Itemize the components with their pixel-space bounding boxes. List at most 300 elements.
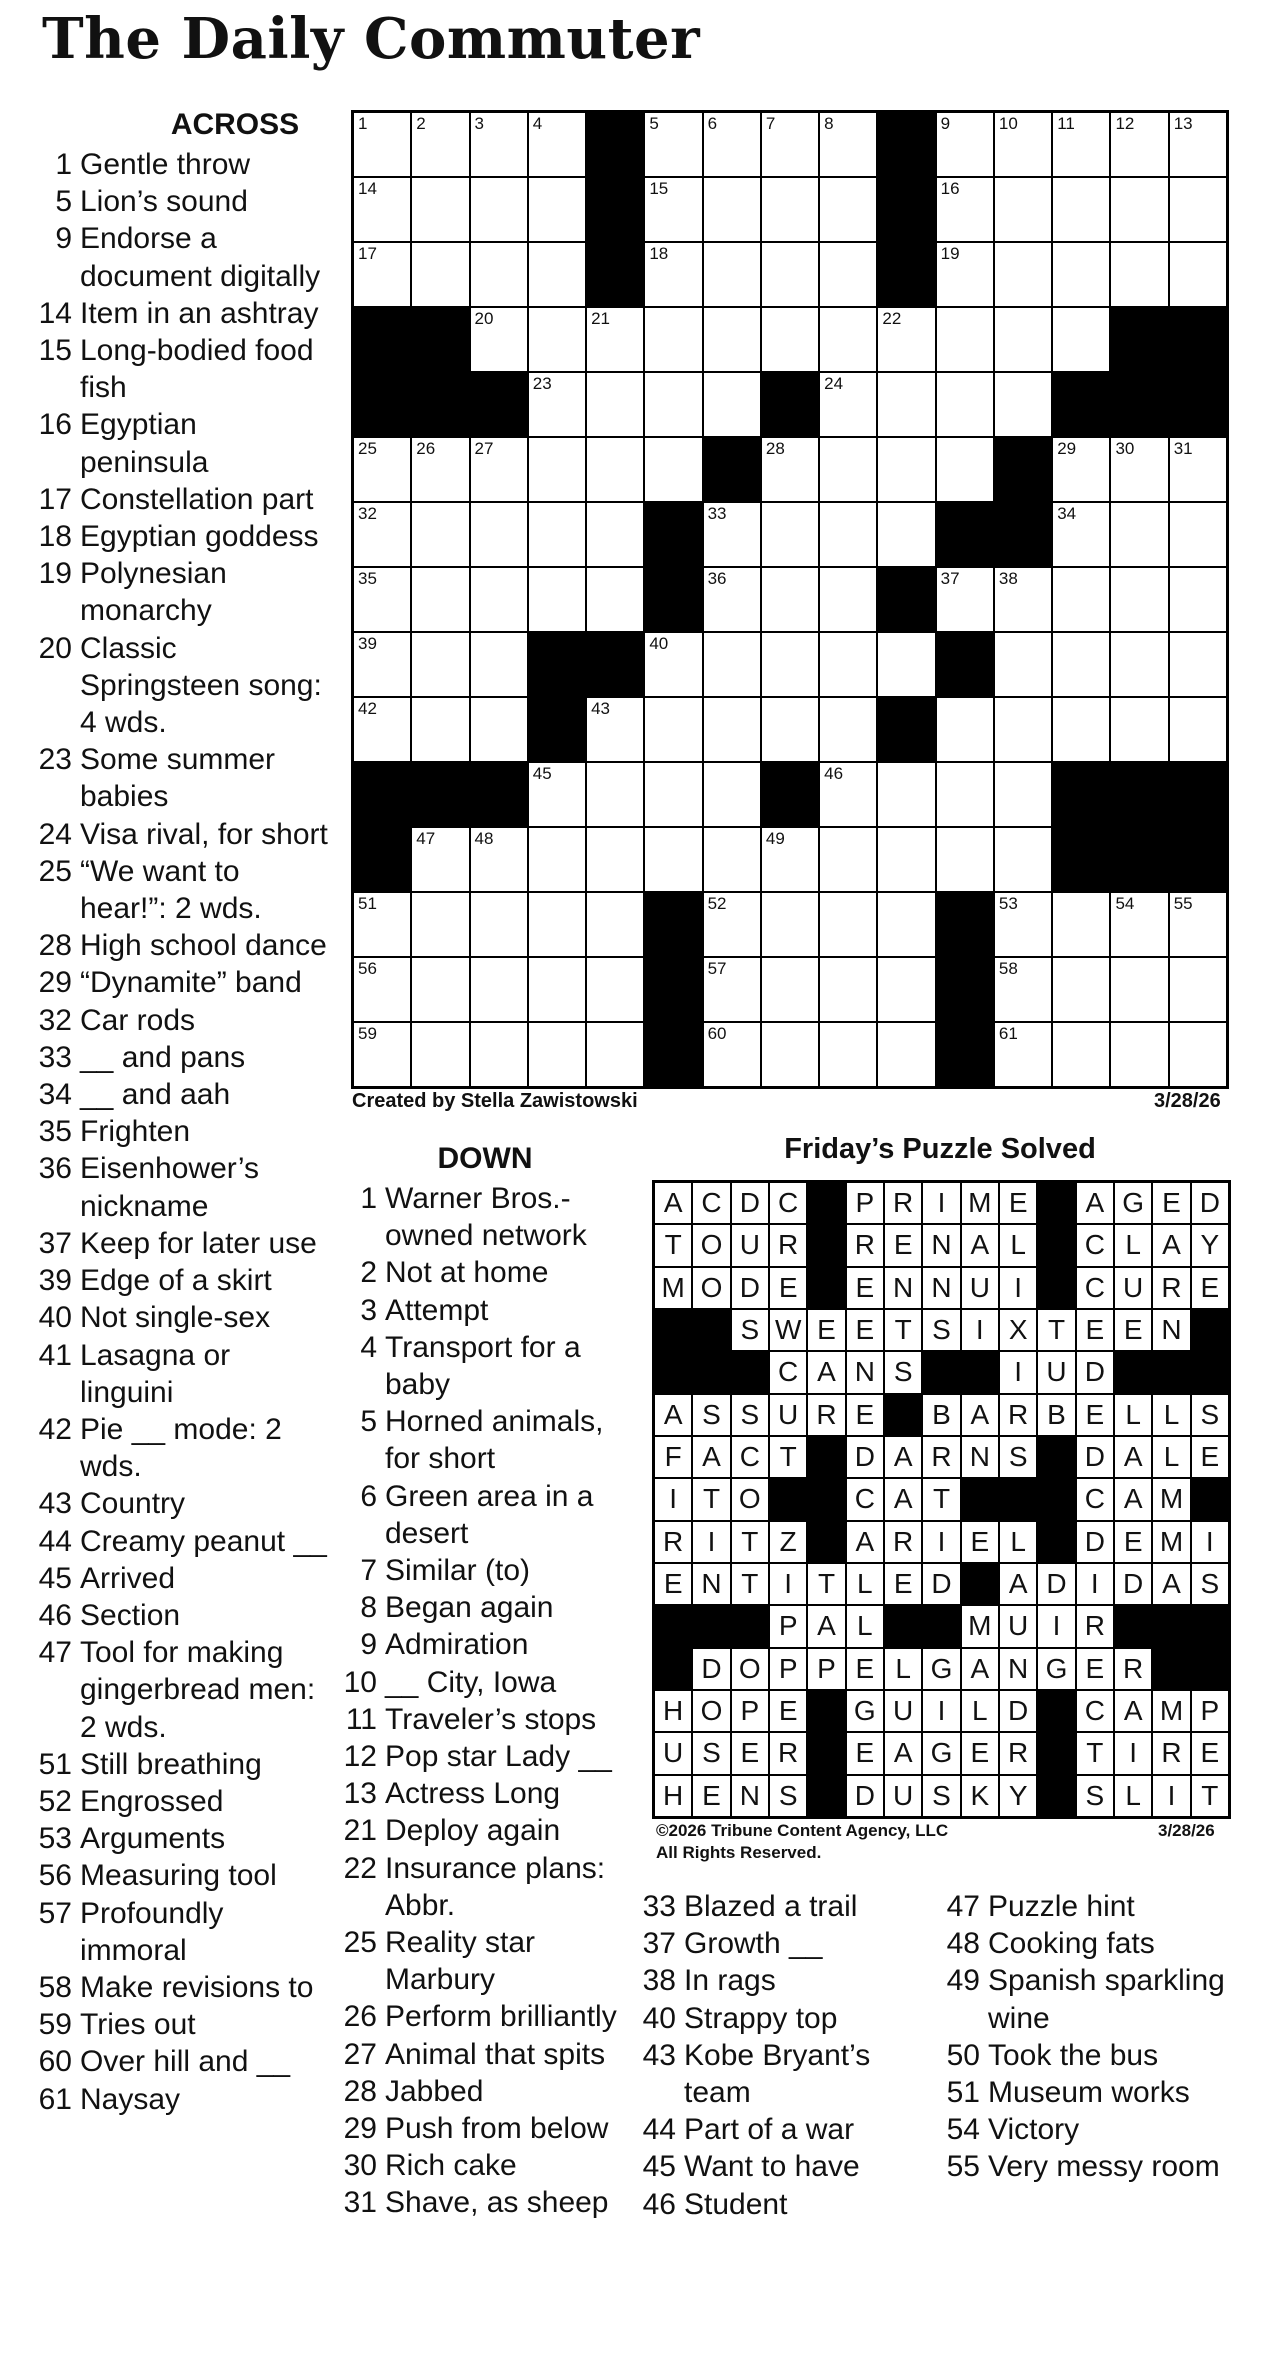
grid-cell[interactable] (1111, 243, 1167, 306)
clue-item[interactable] (944, 1962, 1244, 2036)
grid-cell[interactable] (937, 438, 993, 501)
grid-cell[interactable] (354, 698, 410, 761)
grid-cell[interactable] (704, 958, 760, 1021)
grid-cell[interactable] (820, 828, 876, 891)
grid-cell[interactable] (878, 828, 934, 891)
clue-item[interactable] (335, 2073, 635, 2110)
grid-cell[interactable] (762, 438, 818, 501)
clue-item[interactable] (30, 1969, 330, 2006)
grid-cell[interactable] (1053, 568, 1109, 631)
clue-item[interactable] (30, 2006, 330, 2043)
grid-cell[interactable] (1053, 243, 1109, 306)
clue-item[interactable] (30, 518, 330, 555)
clue-number: 55 (946, 2150, 980, 2184)
grid-cell[interactable] (1111, 438, 1167, 501)
grid-cell[interactable] (704, 178, 760, 241)
block-cell (645, 503, 701, 566)
grid-cell[interactable] (412, 568, 468, 631)
grid-cell[interactable] (820, 308, 876, 371)
grid-cell[interactable] (820, 373, 876, 436)
grid-cell[interactable] (704, 698, 760, 761)
solution-cell (1000, 1733, 1036, 1773)
grid-cell[interactable] (1053, 503, 1109, 566)
grid-cell[interactable] (995, 698, 1051, 761)
clue-item[interactable] (335, 1812, 635, 1849)
grid-cell[interactable] (354, 958, 410, 1021)
clue-text: Frighten (80, 1115, 191, 1149)
clue-item[interactable] (30, 295, 330, 332)
clue-item[interactable] (30, 927, 330, 964)
solution-cell (655, 1268, 691, 1308)
grid-cell[interactable] (704, 828, 760, 891)
grid-cell[interactable] (762, 1023, 818, 1086)
grid-cell[interactable] (820, 568, 876, 631)
grid-cell[interactable] (471, 568, 527, 631)
clue-item[interactable] (30, 1076, 330, 1113)
grid-cell[interactable] (1111, 958, 1167, 1021)
grid-cell[interactable] (878, 763, 934, 826)
clue-text: Profoundly immoral (80, 1896, 224, 1967)
grid-cell[interactable] (820, 763, 876, 826)
solution-cell (847, 1395, 883, 1435)
solution-letter: M (968, 1610, 992, 1642)
grid-cell[interactable] (995, 568, 1051, 631)
clue-item[interactable] (30, 630, 330, 742)
grid-cell[interactable] (587, 438, 643, 501)
grid-cell[interactable] (937, 373, 993, 436)
grid-cell[interactable] (1170, 568, 1226, 631)
grid-cell[interactable] (1053, 698, 1109, 761)
clue-item[interactable] (30, 1857, 330, 1894)
clue-item[interactable] (30, 406, 330, 480)
grid-cell[interactable] (412, 893, 468, 956)
grid-cell[interactable] (704, 503, 760, 566)
clue-item[interactable] (640, 1888, 940, 1925)
clue-item[interactable] (30, 1039, 330, 1076)
grid-cell[interactable] (762, 503, 818, 566)
grid-cell[interactable] (1170, 503, 1226, 566)
grid-cell[interactable] (1111, 698, 1167, 761)
clue-number: 28 (38, 929, 72, 963)
grid-cell[interactable] (412, 438, 468, 501)
grid-cell[interactable] (1053, 178, 1109, 241)
cell-number: 22 (882, 309, 902, 328)
grid-cell[interactable] (587, 373, 643, 436)
grid-cell[interactable] (471, 438, 527, 501)
grid-cell[interactable] (937, 568, 993, 631)
block-cell (471, 373, 527, 436)
grid-cell[interactable] (1170, 633, 1226, 696)
grid-cell[interactable] (937, 828, 993, 891)
grid-cell[interactable] (412, 1023, 468, 1086)
grid-cell[interactable] (704, 633, 760, 696)
grid-cell[interactable] (645, 633, 701, 696)
solution-cell (655, 1437, 691, 1477)
grid-cell[interactable] (471, 243, 527, 306)
grid-cell[interactable] (645, 438, 701, 501)
clue-item[interactable] (335, 1589, 635, 1626)
grid-cell[interactable] (471, 893, 527, 956)
clue-item[interactable] (30, 1225, 330, 1262)
grid-cell[interactable] (820, 438, 876, 501)
grid-cell[interactable] (995, 1023, 1051, 1086)
grid-cell[interactable] (354, 503, 410, 566)
clue-item[interactable] (30, 1597, 330, 1634)
grid-cell[interactable] (1053, 113, 1109, 176)
grid-cell[interactable] (1111, 568, 1167, 631)
clue-item[interactable] (30, 1113, 330, 1150)
clue-item[interactable] (30, 964, 330, 1001)
solution-letter: A (1123, 1483, 1143, 1515)
grid-cell[interactable] (995, 828, 1051, 891)
grid-cell[interactable] (1111, 893, 1167, 956)
grid-cell[interactable] (412, 503, 468, 566)
grid-cell[interactable] (1170, 698, 1226, 761)
clue-item[interactable] (30, 1485, 330, 1522)
solution-letter: C (778, 1356, 799, 1388)
clue-number: 56 (38, 1859, 72, 1893)
clue-item[interactable] (335, 1701, 635, 1738)
grid-cell[interactable] (1170, 243, 1226, 306)
solution-letter: L (1125, 1779, 1141, 1811)
grid-cell[interactable] (820, 178, 876, 241)
grid-cell[interactable] (587, 828, 643, 891)
clue-item[interactable] (30, 853, 330, 927)
grid-cell[interactable] (529, 113, 585, 176)
clue-item[interactable] (30, 1895, 330, 1969)
grid-cell[interactable] (762, 243, 818, 306)
grid-cell[interactable] (762, 308, 818, 371)
grid-cell[interactable] (354, 1023, 410, 1086)
grid-cell[interactable] (529, 503, 585, 566)
clue-item[interactable] (30, 1634, 330, 1746)
solution-block-cell (1192, 1479, 1228, 1519)
solution-letter: I (937, 1695, 946, 1727)
clue-item[interactable] (640, 2148, 940, 2185)
grid-cell[interactable] (820, 698, 876, 761)
grid-cell[interactable] (529, 763, 585, 826)
grid-cell[interactable] (529, 1023, 585, 1086)
clue-item[interactable] (30, 1523, 330, 1560)
grid-cell[interactable] (529, 893, 585, 956)
solution-cell (1115, 1776, 1151, 1816)
clue-item[interactable] (30, 1299, 330, 1336)
grid-cell[interactable] (587, 958, 643, 1021)
cell-number: 19 (940, 244, 960, 263)
grid-cell[interactable] (529, 373, 585, 436)
grid-cell[interactable] (471, 113, 527, 176)
grid-cell[interactable] (704, 308, 760, 371)
grid-cell[interactable] (354, 243, 410, 306)
clue-item[interactable] (944, 1925, 1244, 1962)
solution-cell (847, 1522, 883, 1562)
grid-cell[interactable] (1170, 438, 1226, 501)
grid-cell[interactable] (529, 243, 585, 306)
clue-item[interactable] (335, 1180, 635, 1254)
clue-item[interactable] (30, 1002, 330, 1039)
grid-cell[interactable] (937, 763, 993, 826)
grid-cell[interactable] (471, 1023, 527, 1086)
grid-cell[interactable] (820, 893, 876, 956)
grid-cell[interactable] (878, 958, 934, 1021)
solution-block-cell (962, 1479, 998, 1519)
grid-cell[interactable] (995, 373, 1051, 436)
clue-item[interactable] (335, 1329, 635, 1403)
grid-cell[interactable] (995, 893, 1051, 956)
grid-cell[interactable] (995, 178, 1051, 241)
grid-cell[interactable] (587, 698, 643, 761)
grid-cell[interactable] (1111, 633, 1167, 696)
clue-item[interactable] (640, 2186, 940, 2223)
clue-item[interactable] (30, 183, 330, 220)
clue-item[interactable] (335, 1626, 635, 1663)
clue-item[interactable] (30, 1150, 330, 1224)
solution-cell (1153, 1522, 1189, 1562)
solution-letter: B (932, 1398, 951, 1430)
grid-cell[interactable] (995, 243, 1051, 306)
clue-item[interactable] (335, 1664, 635, 1701)
solution-letter: B (1047, 1398, 1066, 1430)
cell-number: 2 (416, 114, 426, 133)
grid-cell[interactable] (645, 698, 701, 761)
grid-cell[interactable] (937, 113, 993, 176)
grid-cell[interactable] (762, 568, 818, 631)
clue-item[interactable] (30, 1820, 330, 1857)
clue-item[interactable] (335, 1478, 635, 1552)
grid-cell[interactable] (354, 113, 410, 176)
grid-cell[interactable] (995, 763, 1051, 826)
solution-cell (732, 1183, 768, 1223)
grid-cell[interactable] (529, 438, 585, 501)
clue-item[interactable] (640, 1962, 940, 1999)
grid-cell[interactable] (354, 178, 410, 241)
clue-number: 51 (946, 2076, 980, 2110)
grid-cell[interactable] (878, 373, 934, 436)
grid-cell[interactable] (529, 308, 585, 371)
clue-item[interactable] (30, 1262, 330, 1299)
clue-item[interactable] (335, 2147, 635, 2184)
grid-cell[interactable] (878, 893, 934, 956)
clue-item[interactable] (30, 555, 330, 629)
solution-letter: L (895, 1652, 911, 1684)
grid-cell[interactable] (471, 503, 527, 566)
solution-cell (655, 1564, 691, 1604)
clue-item[interactable] (30, 1746, 330, 1783)
grid-cell[interactable] (645, 113, 701, 176)
grid-cell[interactable] (471, 698, 527, 761)
grid-cell[interactable] (645, 178, 701, 241)
grid-cell[interactable] (587, 503, 643, 566)
clue-item[interactable] (944, 2148, 1244, 2185)
grid-cell[interactable] (412, 958, 468, 1021)
clue-item[interactable] (30, 1337, 330, 1411)
grid-cell[interactable] (820, 503, 876, 566)
clue-item[interactable] (640, 2111, 940, 2148)
clue-item[interactable] (30, 220, 330, 294)
grid-cell[interactable] (1053, 893, 1109, 956)
clue-item[interactable] (335, 1775, 635, 1812)
clue-item[interactable] (640, 2000, 940, 2037)
clue-item[interactable] (30, 2081, 330, 2118)
grid-cell[interactable] (878, 1023, 934, 1086)
solution-block-cell (1192, 1352, 1228, 1392)
solution-cell (693, 1479, 729, 1519)
grid-cell[interactable] (995, 633, 1051, 696)
clue-item[interactable] (335, 1924, 635, 1998)
grid-cell[interactable] (762, 893, 818, 956)
grid-cell[interactable] (704, 893, 760, 956)
clue-item[interactable] (335, 1552, 635, 1589)
clue-item[interactable] (335, 1850, 635, 1924)
clue-number: 33 (642, 1890, 676, 1923)
clue-text: Strappy top (684, 2001, 838, 2035)
clue-item[interactable] (30, 1411, 330, 1485)
clue-item[interactable] (30, 332, 330, 406)
grid-cell[interactable] (820, 243, 876, 306)
grid-cell[interactable] (471, 828, 527, 891)
solution-letter: R (778, 1229, 799, 1261)
grid-cell[interactable] (587, 1023, 643, 1086)
clue-item[interactable] (944, 2074, 1244, 2111)
grid-cell[interactable] (820, 113, 876, 176)
grid-cell[interactable] (704, 1023, 760, 1086)
grid-cell[interactable] (471, 308, 527, 371)
grid-cell[interactable] (878, 308, 934, 371)
grid-cell[interactable] (762, 178, 818, 241)
grid-cell[interactable] (820, 958, 876, 1021)
grid-cell[interactable] (1111, 1023, 1167, 1086)
clue-item[interactable] (640, 2037, 940, 2111)
grid-cell[interactable] (762, 828, 818, 891)
grid-cell[interactable] (762, 113, 818, 176)
clue-item[interactable] (944, 2111, 1244, 2148)
grid-cell[interactable] (937, 308, 993, 371)
clue-item[interactable] (335, 2110, 635, 2147)
clue-item[interactable] (30, 1783, 330, 1820)
grid-cell[interactable] (529, 958, 585, 1021)
grid-cell[interactable] (878, 633, 934, 696)
grid-cell[interactable] (412, 828, 468, 891)
grid-cell[interactable] (645, 373, 701, 436)
grid-cell[interactable] (820, 1023, 876, 1086)
clue-item[interactable] (30, 481, 330, 518)
clue-item[interactable] (640, 1925, 940, 1962)
grid-cell[interactable] (645, 828, 701, 891)
clue-item[interactable] (30, 741, 330, 815)
crossword-grid[interactable] (351, 110, 1229, 1089)
clue-item[interactable] (335, 1403, 635, 1477)
grid-cell[interactable] (412, 243, 468, 306)
grid-cell[interactable] (1170, 178, 1226, 241)
clue-item[interactable] (30, 1560, 330, 1597)
grid-cell[interactable] (762, 698, 818, 761)
grid-cell[interactable] (1053, 308, 1109, 371)
grid-cell[interactable] (704, 113, 760, 176)
grid-cell[interactable] (412, 113, 468, 176)
grid-cell[interactable] (587, 308, 643, 371)
grid-cell[interactable] (412, 633, 468, 696)
grid-cell[interactable] (1053, 438, 1109, 501)
solution-letter: S (1200, 1568, 1220, 1600)
grid-cell[interactable] (529, 178, 585, 241)
clue-item[interactable] (944, 1888, 1244, 1925)
grid-cell[interactable] (529, 568, 585, 631)
grid-cell[interactable] (645, 243, 701, 306)
clue-item[interactable] (335, 2036, 635, 2073)
clue-text: Deploy again (385, 1814, 561, 1848)
clue-item[interactable] (30, 816, 330, 853)
grid-cell[interactable] (704, 243, 760, 306)
grid-cell[interactable] (995, 113, 1051, 176)
grid-cell[interactable] (1170, 113, 1226, 176)
grid-cell[interactable] (587, 568, 643, 631)
grid-cell[interactable] (937, 178, 993, 241)
clue-item[interactable] (335, 1998, 635, 2035)
grid-cell[interactable] (762, 958, 818, 1021)
grid-cell[interactable] (1053, 633, 1109, 696)
grid-cell[interactable] (412, 698, 468, 761)
grid-cell[interactable] (354, 893, 410, 956)
grid-cell[interactable] (878, 503, 934, 566)
grid-cell[interactable] (354, 633, 410, 696)
solution-letter: I (707, 1525, 716, 1557)
grid-cell[interactable] (1053, 1023, 1109, 1086)
grid-cell[interactable] (937, 243, 993, 306)
grid-cell[interactable] (1111, 178, 1167, 241)
grid-cell[interactable] (645, 763, 701, 826)
grid-cell[interactable] (704, 373, 760, 436)
clue-item[interactable] (335, 1254, 635, 1291)
grid-cell[interactable] (587, 763, 643, 826)
solution-cell (1000, 1183, 1036, 1223)
grid-cell[interactable] (587, 893, 643, 956)
clue-item[interactable] (335, 1738, 635, 1775)
grid-cell[interactable] (704, 568, 760, 631)
grid-cell[interactable] (471, 633, 527, 696)
grid-cell[interactable] (1053, 958, 1109, 1021)
grid-cell[interactable] (1111, 113, 1167, 176)
grid-cell[interactable] (645, 308, 701, 371)
solution-letter: D (1008, 1695, 1029, 1727)
grid-cell[interactable] (995, 308, 1051, 371)
clue-item[interactable] (30, 146, 330, 183)
clue-item[interactable] (944, 2037, 1244, 2074)
clue-number: 23 (38, 743, 72, 777)
grid-cell[interactable] (354, 438, 410, 501)
grid-cell[interactable] (1111, 503, 1167, 566)
grid-cell[interactable] (471, 958, 527, 1021)
grid-cell[interactable] (471, 178, 527, 241)
grid-cell[interactable] (354, 568, 410, 631)
grid-cell[interactable] (995, 958, 1051, 1021)
cell-number: 27 (474, 439, 494, 458)
grid-cell[interactable] (878, 438, 934, 501)
solution-cell (962, 1310, 998, 1350)
grid-cell[interactable] (529, 828, 585, 891)
clue-item[interactable] (30, 2043, 330, 2080)
grid-cell[interactable] (762, 633, 818, 696)
clue-item[interactable] (335, 2184, 635, 2221)
grid-cell[interactable] (412, 178, 468, 241)
grid-cell[interactable] (704, 763, 760, 826)
block-cell (995, 438, 1051, 501)
clue-item[interactable] (335, 1292, 635, 1329)
grid-cell[interactable] (820, 633, 876, 696)
grid-cell[interactable] (1170, 893, 1226, 956)
grid-cell[interactable] (1170, 958, 1226, 1021)
grid-cell[interactable] (1170, 1023, 1226, 1086)
grid-cell[interactable] (937, 698, 993, 761)
